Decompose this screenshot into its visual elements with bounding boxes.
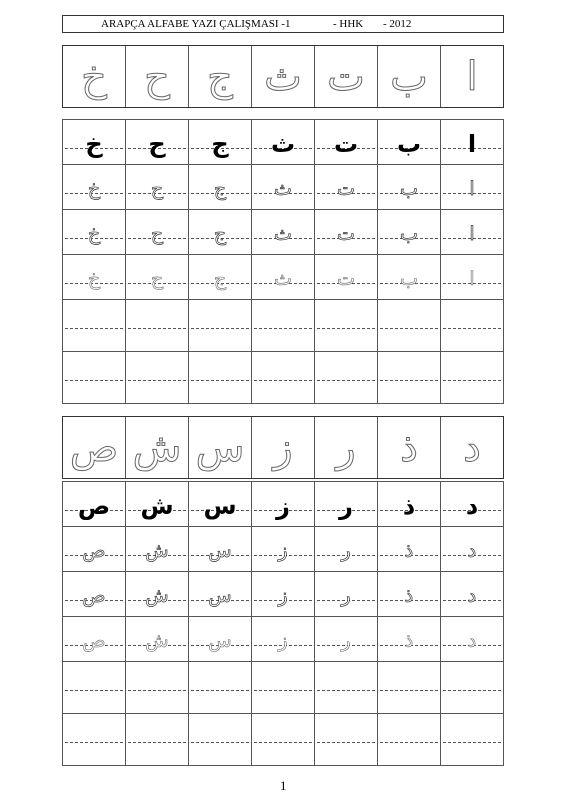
- trace-cell[interactable]: [441, 255, 504, 300]
- trace-cell[interactable]: [378, 527, 441, 572]
- trace-letter: ب: [400, 177, 418, 200]
- trace-cell[interactable]: [126, 255, 189, 300]
- blank-cell[interactable]: [252, 662, 315, 714]
- model-letter: ا: [466, 53, 478, 100]
- trace-letter: ذ: [404, 584, 414, 607]
- blank-cell[interactable]: [378, 352, 441, 404]
- trace-letter: ت: [337, 222, 355, 245]
- example-letter: ب: [396, 130, 422, 158]
- blank-cell[interactable]: [189, 352, 252, 404]
- trace-letter: ش: [145, 584, 169, 607]
- trace-letter: ح: [150, 177, 164, 200]
- model-letter: ب: [390, 53, 428, 100]
- trace-cell[interactable]: [126, 572, 189, 617]
- trace-cell[interactable]: [378, 255, 441, 300]
- trace-letter: ص: [82, 584, 106, 607]
- trace-cell[interactable]: [378, 617, 441, 662]
- trace-letter: د: [467, 629, 477, 652]
- trace-cell[interactable]: [441, 165, 504, 210]
- trace-letter: ا: [469, 177, 475, 200]
- trace-letter: ش: [145, 539, 169, 562]
- example-letter: س: [203, 492, 237, 520]
- trace-letter: ح: [150, 222, 164, 245]
- trace-cell[interactable]: [126, 527, 189, 572]
- blank-cell[interactable]: [252, 714, 315, 766]
- model-cell: [63, 417, 125, 478]
- trace-letter: د: [467, 539, 477, 562]
- blank-cell[interactable]: [378, 300, 441, 352]
- trace-row: [63, 527, 504, 572]
- blank-cell[interactable]: [252, 300, 315, 352]
- blank-cell[interactable]: [441, 300, 504, 352]
- blank-cell[interactable]: [63, 662, 126, 714]
- model-cell: [314, 46, 377, 107]
- blank-cell[interactable]: [126, 300, 189, 352]
- blank-row: [63, 662, 504, 714]
- model-cell: [377, 46, 440, 107]
- model-cell: [314, 417, 377, 478]
- model-letter: ح: [144, 53, 170, 100]
- model-letter: ش: [132, 424, 182, 471]
- trace-letter: خ: [87, 177, 101, 200]
- trace-letter: ث: [274, 267, 292, 290]
- trace-cell[interactable]: [315, 255, 378, 300]
- trace-letter: ح: [150, 267, 164, 290]
- example-cell: [378, 120, 441, 165]
- trace-letter: خ: [87, 267, 101, 290]
- model-letter: ر: [336, 424, 356, 471]
- blank-cell[interactable]: [126, 352, 189, 404]
- trace-cell[interactable]: [189, 572, 252, 617]
- trace-letter: س: [208, 584, 232, 607]
- trace-letter: ث: [274, 177, 292, 200]
- trace-row: [63, 210, 504, 255]
- trace-letter: س: [208, 629, 232, 652]
- model-cell: [63, 46, 125, 107]
- practice-grid-2: [62, 481, 504, 766]
- worksheet-header: [62, 15, 504, 33]
- blank-cell[interactable]: [126, 662, 189, 714]
- practice-grid-1: [62, 119, 504, 404]
- trace-letter: ص: [82, 539, 106, 562]
- trace-cell[interactable]: [63, 165, 126, 210]
- trace-letter: د: [467, 584, 477, 607]
- example-cell: [63, 482, 126, 527]
- example-cell: [126, 482, 189, 527]
- model-cell: [440, 46, 503, 107]
- example-cell: [378, 482, 441, 527]
- blank-cell[interactable]: [63, 714, 126, 766]
- model-cell: [251, 46, 314, 107]
- trace-cell[interactable]: [63, 617, 126, 662]
- trace-cell[interactable]: [252, 527, 315, 572]
- model-cell: [440, 417, 503, 478]
- blank-cell[interactable]: [63, 352, 126, 404]
- trace-letter: ت: [337, 177, 355, 200]
- trace-cell[interactable]: [189, 617, 252, 662]
- example-letter: ص: [77, 492, 111, 520]
- trace-cell[interactable]: [63, 210, 126, 255]
- model-letters-row-2: [62, 416, 504, 479]
- trace-letter: خ: [87, 222, 101, 245]
- trace-letter: ج: [213, 222, 227, 245]
- example-letter: د: [465, 492, 479, 520]
- model-cell: [188, 417, 251, 478]
- example-cell: [315, 120, 378, 165]
- trace-letter: ذ: [404, 539, 414, 562]
- blank-cell[interactable]: [315, 714, 378, 766]
- trace-letter: ز: [278, 539, 288, 562]
- trace-cell[interactable]: [63, 572, 126, 617]
- blank-cell[interactable]: [126, 714, 189, 766]
- worksheet-title: ARAPÇA ALFABE YAZI ÇALIŞMASI -1: [101, 18, 291, 30]
- trace-row: [63, 165, 504, 210]
- trace-letter: س: [208, 539, 232, 562]
- blank-row: [63, 714, 504, 766]
- example-letter: ا: [467, 130, 477, 158]
- trace-letter: ز: [278, 584, 288, 607]
- blank-cell[interactable]: [441, 714, 504, 766]
- model-letters-row-1: [62, 45, 504, 108]
- example-letter: خ: [85, 130, 103, 158]
- example-letter: ر: [339, 492, 353, 520]
- trace-cell[interactable]: [378, 210, 441, 255]
- trace-letter: ج: [213, 177, 227, 200]
- example-letter: ت: [333, 130, 359, 158]
- model-letter: ز: [273, 424, 293, 471]
- model-letter: د: [463, 424, 481, 471]
- trace-cell[interactable]: [189, 165, 252, 210]
- trace-letter: ذ: [404, 629, 414, 652]
- blank-cell[interactable]: [189, 714, 252, 766]
- blank-cell[interactable]: [441, 662, 504, 714]
- model-cell: [377, 417, 440, 478]
- blank-cell[interactable]: [189, 662, 252, 714]
- model-cell: [188, 46, 251, 107]
- example-letter: ح: [148, 130, 166, 158]
- example-cell: [441, 482, 504, 527]
- trace-letter: ب: [400, 267, 418, 290]
- trace-cell[interactable]: [252, 165, 315, 210]
- model-letter: ص: [69, 424, 119, 471]
- example-letter: ج: [211, 130, 229, 158]
- blank-cell[interactable]: [441, 352, 504, 404]
- page-number: 1: [280, 778, 287, 793]
- blank-cell[interactable]: [189, 300, 252, 352]
- example-cell: [63, 120, 126, 165]
- trace-cell[interactable]: [189, 255, 252, 300]
- example-cell: [315, 482, 378, 527]
- blank-cell[interactable]: [315, 662, 378, 714]
- trace-cell[interactable]: [315, 617, 378, 662]
- trace-cell[interactable]: [63, 527, 126, 572]
- trace-cell[interactable]: [126, 165, 189, 210]
- trace-letter: ت: [337, 267, 355, 290]
- example-cell: [189, 482, 252, 527]
- example-cell: [441, 120, 504, 165]
- trace-letter: ا: [469, 222, 475, 245]
- blank-cell[interactable]: [315, 300, 378, 352]
- trace-cell[interactable]: [189, 210, 252, 255]
- trace-letter: ا: [469, 267, 475, 290]
- trace-cell[interactable]: [189, 527, 252, 572]
- model-letter: خ: [81, 53, 107, 100]
- trace-cell[interactable]: [315, 572, 378, 617]
- example-row: [63, 120, 504, 165]
- model-letter: ج: [207, 53, 233, 100]
- example-cell: [189, 120, 252, 165]
- trace-cell[interactable]: [63, 255, 126, 300]
- model-letter: ت: [327, 53, 365, 100]
- blank-cell[interactable]: [315, 352, 378, 404]
- trace-cell[interactable]: [252, 210, 315, 255]
- worksheet-author: - HHK: [333, 18, 364, 30]
- example-cell: [126, 120, 189, 165]
- trace-letter: ث: [274, 222, 292, 245]
- blank-row: [63, 300, 504, 352]
- example-row: [63, 482, 504, 527]
- trace-letter: ز: [278, 629, 288, 652]
- model-cell: [125, 417, 188, 478]
- trace-cell[interactable]: [252, 572, 315, 617]
- example-letter: ذ: [402, 492, 416, 520]
- trace-row: [63, 572, 504, 617]
- blank-cell[interactable]: [252, 352, 315, 404]
- trace-cell[interactable]: [126, 210, 189, 255]
- trace-cell[interactable]: [378, 572, 441, 617]
- worksheet-year: - 2012: [383, 18, 412, 30]
- trace-cell[interactable]: [315, 165, 378, 210]
- trace-cell[interactable]: [315, 527, 378, 572]
- trace-letter: ب: [400, 222, 418, 245]
- example-cell: [252, 120, 315, 165]
- blank-cell[interactable]: [378, 662, 441, 714]
- model-letter: ث: [264, 53, 302, 100]
- trace-letter: ر: [341, 629, 351, 652]
- trace-cell[interactable]: [252, 255, 315, 300]
- trace-letter: ر: [341, 584, 351, 607]
- trace-row: [63, 617, 504, 662]
- trace-cell[interactable]: [378, 165, 441, 210]
- model-letter: س: [195, 424, 245, 471]
- trace-letter: ر: [341, 539, 351, 562]
- example-letter: ث: [270, 130, 296, 158]
- trace-cell[interactable]: [441, 572, 504, 617]
- trace-row: [63, 255, 504, 300]
- trace-cell[interactable]: [315, 210, 378, 255]
- model-letter: ذ: [400, 424, 418, 471]
- example-letter: ز: [276, 492, 290, 520]
- trace-letter: ش: [145, 629, 169, 652]
- trace-cell[interactable]: [126, 617, 189, 662]
- trace-cell[interactable]: [441, 210, 504, 255]
- blank-cell[interactable]: [378, 714, 441, 766]
- model-cell: [251, 417, 314, 478]
- trace-cell[interactable]: [252, 617, 315, 662]
- example-cell: [252, 482, 315, 527]
- trace-letter: ج: [213, 267, 227, 290]
- blank-row: [63, 352, 504, 404]
- trace-cell[interactable]: [441, 527, 504, 572]
- model-cell: [125, 46, 188, 107]
- trace-letter: ص: [82, 629, 106, 652]
- example-letter: ش: [140, 492, 174, 520]
- blank-cell[interactable]: [63, 300, 126, 352]
- trace-cell[interactable]: [441, 617, 504, 662]
